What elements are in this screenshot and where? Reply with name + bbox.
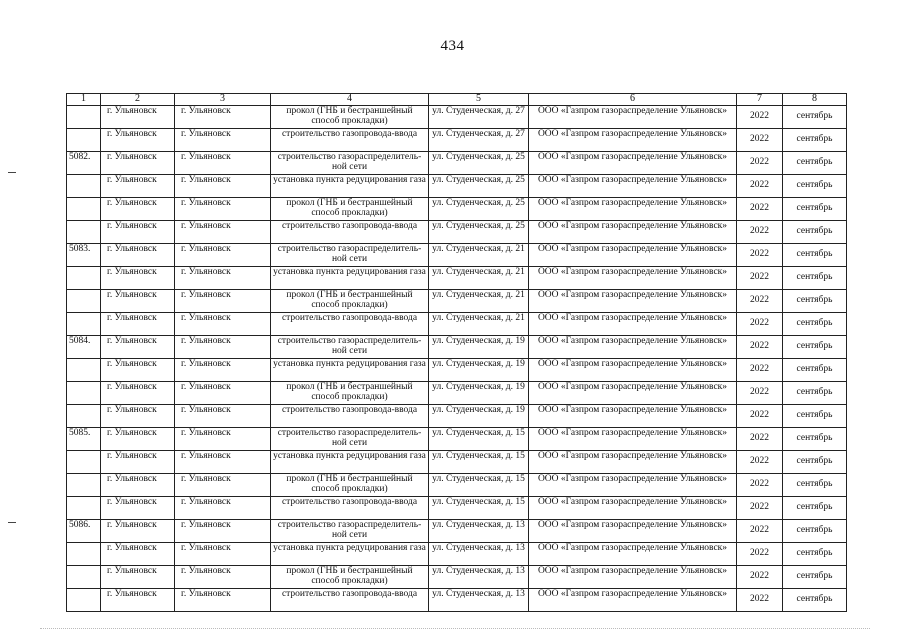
table-cell: г. Ульяновск [175, 427, 271, 450]
table-cell: г. Ульяновск [175, 174, 271, 197]
table-cell: ООО «Газпром газораспределение Ульяновск» [529, 473, 737, 496]
table-cell: г. Ульяновск [175, 289, 271, 312]
table-row [67, 381, 847, 404]
header-cell: 2 [101, 94, 175, 106]
table-cell: г. Ульяновск [101, 128, 175, 151]
table-cell: прокол (ГНБ и бестраншейный способ прокладки) [271, 565, 429, 588]
header-cell: 6 [529, 94, 737, 106]
header-row [67, 94, 847, 106]
table-cell: ул. Студенческая, д. 27 [429, 105, 529, 128]
table-cell: г. Ульяновск [175, 312, 271, 335]
table-cell: ООО «Газпром газораспределение Ульяновск» [529, 220, 737, 243]
table-cell: ООО «Газпром газораспределение Ульяновск» [529, 197, 737, 220]
table-cell: установка пункта редуцирования газа [271, 542, 429, 565]
table-cell: ул. Студенческая, д. 25 [429, 174, 529, 197]
table-cell: сентябрь [783, 105, 847, 128]
page-number: 434 [440, 38, 465, 54]
table-cell: сентябрь [783, 496, 847, 519]
table-cell: ООО «Газпром газораспределение Ульяновск» [529, 404, 737, 427]
table-cell: ул. Студенческая, д. 21 [429, 312, 529, 335]
table-cell: 2022 [737, 312, 783, 335]
table-cell: строительство газопровода-ввода [271, 128, 429, 151]
table-cell: г. Ульяновск [175, 151, 271, 174]
table-cell: 2022 [737, 404, 783, 427]
table-row [67, 174, 847, 197]
header-cell: 7 [737, 94, 783, 106]
table-cell: ул. Студенческая, д. 15 [429, 496, 529, 519]
table-cell: ООО «Газпром газораспределение Ульяновск» [529, 381, 737, 404]
header-cell: 4 [271, 94, 429, 106]
margin-mark [8, 172, 16, 173]
header-cell: 3 [175, 94, 271, 106]
table-row [67, 404, 847, 427]
table-cell: 2022 [737, 243, 783, 266]
table-cell [67, 289, 101, 312]
table-cell: сентябрь [783, 174, 847, 197]
table-cell: сентябрь [783, 450, 847, 473]
header-cell: 8 [783, 94, 847, 106]
table-cell: 2022 [737, 588, 783, 611]
table-cell: 2022 [737, 151, 783, 174]
table-cell [67, 266, 101, 289]
table-cell: прокол (ГНБ и бестраншейный способ прокладки) [271, 289, 429, 312]
table-cell: г. Ульяновск [101, 220, 175, 243]
table-cell: г. Ульяновск [175, 243, 271, 266]
table-row [67, 542, 847, 565]
table-cell: г. Ульяновск [175, 450, 271, 473]
table-row [67, 588, 847, 611]
table-cell: 2022 [737, 266, 783, 289]
table-cell [67, 381, 101, 404]
table-row [67, 450, 847, 473]
table-cell: г. Ульяновск [101, 174, 175, 197]
table-cell: строительство газораспределитель-ной сети [271, 151, 429, 174]
table-row [67, 565, 847, 588]
table-cell: установка пункта редуцирования газа [271, 450, 429, 473]
table-cell: ул. Студенческая, д. 19 [429, 404, 529, 427]
table-cell: г. Ульяновск [101, 404, 175, 427]
table-cell [67, 565, 101, 588]
scan-edge [40, 628, 870, 630]
table-cell: ул. Студенческая, д. 15 [429, 450, 529, 473]
table-cell: г. Ульяновск [101, 358, 175, 381]
table-cell: 2022 [737, 128, 783, 151]
table-cell: строительство газораспределитель-ной сети [271, 519, 429, 542]
table-cell: ул. Студенческая, д. 13 [429, 542, 529, 565]
table-cell: установка пункта редуцирования газа [271, 358, 429, 381]
table-cell: г. Ульяновск [101, 542, 175, 565]
table-cell: ул. Студенческая, д. 21 [429, 243, 529, 266]
table-cell: ООО «Газпром газораспределение Ульяновск» [529, 588, 737, 611]
table-cell: ООО «Газпром газораспределение Ульяновск» [529, 542, 737, 565]
table-cell: г. Ульяновск [101, 243, 175, 266]
table-cell: ул. Студенческая, д. 25 [429, 197, 529, 220]
table-cell [67, 128, 101, 151]
table-cell: ООО «Газпром газораспределение Ульяновск» [529, 105, 737, 128]
table-cell: сентябрь [783, 404, 847, 427]
table-cell: ООО «Газпром газораспределение Ульяновск» [529, 565, 737, 588]
table-cell: ул. Студенческая, д. 21 [429, 266, 529, 289]
table-cell [67, 404, 101, 427]
table-cell: сентябрь [783, 588, 847, 611]
table-cell: г. Ульяновск [101, 450, 175, 473]
table-cell: сентябрь [783, 473, 847, 496]
table-cell: строительство газопровода-ввода [271, 588, 429, 611]
table-cell [67, 588, 101, 611]
table-cell: строительство газопровода-ввода [271, 496, 429, 519]
table-cell: строительство газораспределитель-ной сети [271, 243, 429, 266]
table-cell: г. Ульяновск [175, 496, 271, 519]
table-row [67, 151, 847, 174]
table-cell: ул. Студенческая, д. 13 [429, 588, 529, 611]
table-cell: сентябрь [783, 243, 847, 266]
table-cell: г. Ульяновск [101, 312, 175, 335]
table-cell: ООО «Газпром газораспределение Ульяновск» [529, 266, 737, 289]
table-row [67, 496, 847, 519]
table-cell: сентябрь [783, 381, 847, 404]
table-row [67, 266, 847, 289]
table-row [67, 197, 847, 220]
table-cell: ООО «Газпром газораспределение Ульяновск» [529, 496, 737, 519]
table-cell: г. Ульяновск [101, 565, 175, 588]
table-cell: прокол (ГНБ и бестраншейный способ прокладки) [271, 473, 429, 496]
table-cell: сентябрь [783, 542, 847, 565]
table-cell: сентябрь [783, 565, 847, 588]
table-cell [67, 450, 101, 473]
table-cell: 5082. [67, 151, 101, 174]
table-cell [67, 197, 101, 220]
table-cell: 2022 [737, 450, 783, 473]
table-row [67, 519, 847, 542]
table-cell: г. Ульяновск [175, 381, 271, 404]
table-cell: 2022 [737, 519, 783, 542]
table-cell: 2022 [737, 174, 783, 197]
table-cell: ООО «Газпром газораспределение Ульяновск» [529, 427, 737, 450]
table-cell: 5085. [67, 427, 101, 450]
table-cell: г. Ульяновск [175, 565, 271, 588]
table-cell: ул. Студенческая, д. 19 [429, 335, 529, 358]
table-cell: установка пункта редуцирования газа [271, 266, 429, 289]
table-cell: г. Ульяновск [175, 542, 271, 565]
table-row [67, 289, 847, 312]
table-body [67, 105, 847, 611]
table-row [67, 312, 847, 335]
table-cell: г. Ульяновск [101, 105, 175, 128]
table-cell: 2022 [737, 381, 783, 404]
table-cell: г. Ульяновск [101, 588, 175, 611]
table-row [67, 358, 847, 381]
header-cell: 5 [429, 94, 529, 106]
table-cell: ул. Студенческая, д. 27 [429, 128, 529, 151]
table-cell: строительство газораспределитель-ной сети [271, 335, 429, 358]
table-cell: г. Ульяновск [175, 473, 271, 496]
table-cell [67, 312, 101, 335]
table-cell: 2022 [737, 542, 783, 565]
table-cell: сентябрь [783, 197, 847, 220]
table-cell [67, 496, 101, 519]
table-cell [67, 105, 101, 128]
table-cell: ул. Студенческая, д. 15 [429, 473, 529, 496]
table-cell: 2022 [737, 496, 783, 519]
table-cell: 5083. [67, 243, 101, 266]
table-cell: г. Ульяновск [101, 335, 175, 358]
table-cell: ул. Студенческая, д. 25 [429, 220, 529, 243]
table-cell: сентябрь [783, 335, 847, 358]
table-cell: г. Ульяновск [175, 335, 271, 358]
table-cell: 2022 [737, 358, 783, 381]
table-cell: сентябрь [783, 266, 847, 289]
table-cell: прокол (ГНБ и бестраншейный способ прокладки) [271, 197, 429, 220]
table-cell: 2022 [737, 289, 783, 312]
table-cell: г. Ульяновск [175, 266, 271, 289]
table-cell: ул. Студенческая, д. 21 [429, 289, 529, 312]
table-cell: г. Ульяновск [175, 404, 271, 427]
table-cell: ООО «Газпром газораспределение Ульяновск» [529, 174, 737, 197]
table-cell: ООО «Газпром газораспределение Ульяновск» [529, 151, 737, 174]
table-cell: ул. Студенческая, д. 25 [429, 151, 529, 174]
table-cell: строительство газопровода-ввода [271, 312, 429, 335]
table-row [67, 105, 847, 128]
table-cell: ООО «Газпром газораспределение Ульяновск» [529, 312, 737, 335]
table-cell [67, 473, 101, 496]
table-cell: строительство газораспределитель-ной сети [271, 427, 429, 450]
margin-mark [8, 522, 16, 523]
table-cell: строительство газопровода-ввода [271, 404, 429, 427]
table-row [67, 335, 847, 358]
table-cell: ул. Студенческая, д. 19 [429, 358, 529, 381]
table-cell: г. Ульяновск [101, 473, 175, 496]
table-row [67, 128, 847, 151]
data-table [66, 93, 847, 612]
table-cell: установка пункта редуцирования газа [271, 174, 429, 197]
table-cell: 5084. [67, 335, 101, 358]
table-cell: ООО «Газпром газораспределение Ульяновск» [529, 335, 737, 358]
table-cell: г. Ульяновск [101, 266, 175, 289]
table-row [67, 427, 847, 450]
table-cell: прокол (ГНБ и бестраншейный способ прокладки) [271, 381, 429, 404]
table-cell: ул. Студенческая, д. 13 [429, 565, 529, 588]
table-cell: г. Ульяновск [175, 519, 271, 542]
table-cell: сентябрь [783, 358, 847, 381]
header-cell: 1 [67, 94, 101, 106]
table-cell: ООО «Газпром газораспределение Ульяновск» [529, 450, 737, 473]
table-cell: 2022 [737, 565, 783, 588]
table-cell: сентябрь [783, 427, 847, 450]
table-row [67, 220, 847, 243]
table-cell: ООО «Газпром газораспределение Ульяновск» [529, 519, 737, 542]
table-cell [67, 358, 101, 381]
table-cell: ул. Студенческая, д. 13 [429, 519, 529, 542]
table-cell: ул. Студенческая, д. 19 [429, 381, 529, 404]
table-cell: г. Ульяновск [101, 197, 175, 220]
table-cell [67, 542, 101, 565]
table-cell: ООО «Газпром газораспределение Ульяновск» [529, 289, 737, 312]
table-cell: сентябрь [783, 519, 847, 542]
table-cell: ООО «Газпром газораспределение Ульяновск» [529, 358, 737, 381]
table-cell: г. Ульяновск [175, 197, 271, 220]
table-cell: г. Ульяновск [101, 519, 175, 542]
table-cell: 2022 [737, 105, 783, 128]
table-cell: 2022 [737, 220, 783, 243]
table-cell [67, 220, 101, 243]
table-cell: ООО «Газпром газораспределение Ульяновск» [529, 128, 737, 151]
table-cell: сентябрь [783, 289, 847, 312]
table-cell: г. Ульяновск [175, 105, 271, 128]
table-cell: ул. Студенческая, д. 15 [429, 427, 529, 450]
table-cell: г. Ульяновск [175, 128, 271, 151]
table-cell: строительство газопровода-ввода [271, 220, 429, 243]
table-cell: г. Ульяновск [101, 381, 175, 404]
table-cell: сентябрь [783, 128, 847, 151]
table-cell: 2022 [737, 427, 783, 450]
table-cell [67, 174, 101, 197]
table-cell: ООО «Газпром газораспределение Ульяновск» [529, 243, 737, 266]
table-cell: г. Ульяновск [101, 427, 175, 450]
table-cell: г. Ульяновск [175, 588, 271, 611]
table-cell: 5086. [67, 519, 101, 542]
table-cell: г. Ульяновск [175, 358, 271, 381]
table-cell: г. Ульяновск [101, 151, 175, 174]
table-cell: прокол (ГНБ и бестраншейный способ прокладки) [271, 105, 429, 128]
table-cell: г. Ульяновск [101, 496, 175, 519]
table-cell: 2022 [737, 335, 783, 358]
table-cell: 2022 [737, 473, 783, 496]
table-cell: 2022 [737, 197, 783, 220]
table-cell: сентябрь [783, 151, 847, 174]
table-cell: г. Ульяновск [175, 220, 271, 243]
table-cell: сентябрь [783, 220, 847, 243]
table-cell: г. Ульяновск [101, 289, 175, 312]
table-cell: сентябрь [783, 312, 847, 335]
table-row [67, 473, 847, 496]
table-row [67, 243, 847, 266]
